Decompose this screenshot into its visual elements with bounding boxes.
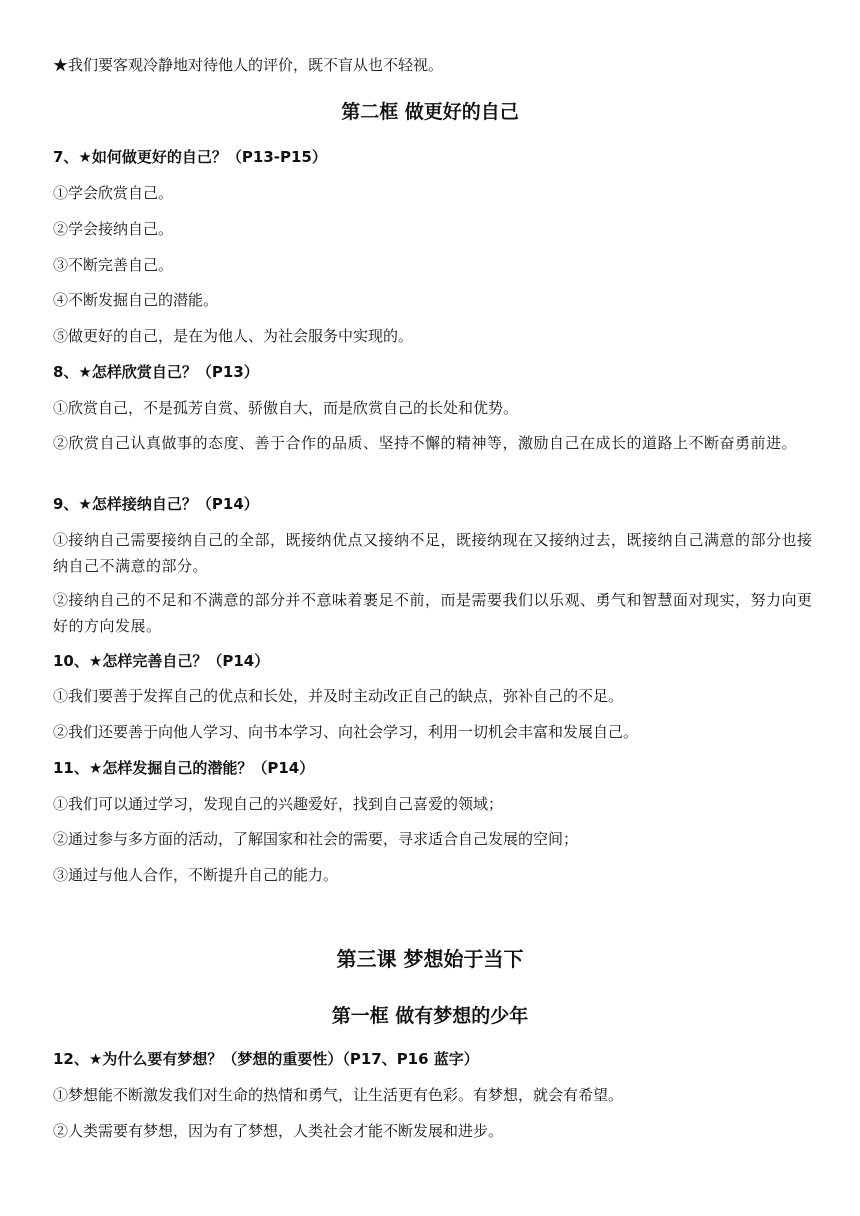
section-title-2: 第二框 做更好的自己 <box>341 101 519 123</box>
q8-item: ①欣赏自己，不是孤芳自赏、骄傲自大，而是欣赏自己的长处和优势。 <box>53 399 519 417</box>
q7-item: ④不断发掘自己的潜能。 <box>53 291 219 309</box>
intro-line: ★我们要客观冷静地对待他人的评价，既不盲从也不轻视。 <box>53 56 444 74</box>
q7-item: ③不断完善自己。 <box>53 256 174 274</box>
question-7-title: 7、★如何做更好的自己？（P13-P15） <box>53 148 327 166</box>
question-10-title: 10、★怎样完善自己？（P14） <box>53 652 270 670</box>
lesson-title-3: 第三课 梦想始于当下 <box>336 947 524 971</box>
q9-item: ②接纳自己的不足和不满意的部分并不意味着裹足不前，而是需要我们以乐观、勇气和智慧面对现实，努力向更好的方向发展。 <box>53 591 813 635</box>
q10-item: ②我们还要善于向他人学习、向书本学习、向社会学习，利用一切机会丰富和发展自己。 <box>53 723 639 741</box>
question-12-title: 12、★为什么要有梦想？（梦想的重要性）（P17、P16 蓝字） <box>53 1050 479 1068</box>
q8-item: ②欣赏自己认真做事的态度、善于合作的品质、坚持不懈的精神等，激励自己在成长的道路上不断奋勇前进。 <box>53 434 798 452</box>
q11-item: ③通过与他人合作，不断提升自己的能力。 <box>53 866 339 884</box>
q7-item: ①学会欣赏自己。 <box>53 184 174 202</box>
q10-item: ①我们要善于发挥自己的优点和长处，并及时主动改正自己的缺点，弥补自己的不足。 <box>53 687 624 705</box>
q7-item: ⑤做更好的自己，是在为他人、为社会服务中实现的。 <box>53 327 414 345</box>
q9-item: ①接纳自己需要接纳自己的全部，既接纳优点又接纳不足，既接纳现在又接纳过去，既接纳自己满意的部分也接纳自己不满意的部分。 <box>53 531 813 575</box>
question-11-title: 11、★怎样发掘自己的潜能？（P14） <box>53 759 315 777</box>
question-8-title: 8、★怎样欣赏自己？（P13） <box>53 363 259 381</box>
question-9-title: 9、★怎样接纳自己？（P14） <box>53 495 259 513</box>
section-title-3-1: 第一框 做有梦想的少年 <box>331 1005 529 1027</box>
q7-item: ②学会接纳自己。 <box>53 220 174 238</box>
q12-item: ②人类需要有梦想，因为有了梦想，人类社会才能不断发展和进步。 <box>53 1122 504 1140</box>
q11-item: ②通过参与多方面的活动，了解国家和社会的需要，寻求适合自己发展的空间； <box>53 830 579 848</box>
q12-item: ①梦想能不断激发我们对生命的热情和勇气，让生活更有色彩。有梦想，就会有希望。 <box>53 1086 624 1104</box>
q11-item: ①我们可以通过学习，发现自己的兴趣爱好，找到自己喜爱的领域； <box>53 795 504 813</box>
